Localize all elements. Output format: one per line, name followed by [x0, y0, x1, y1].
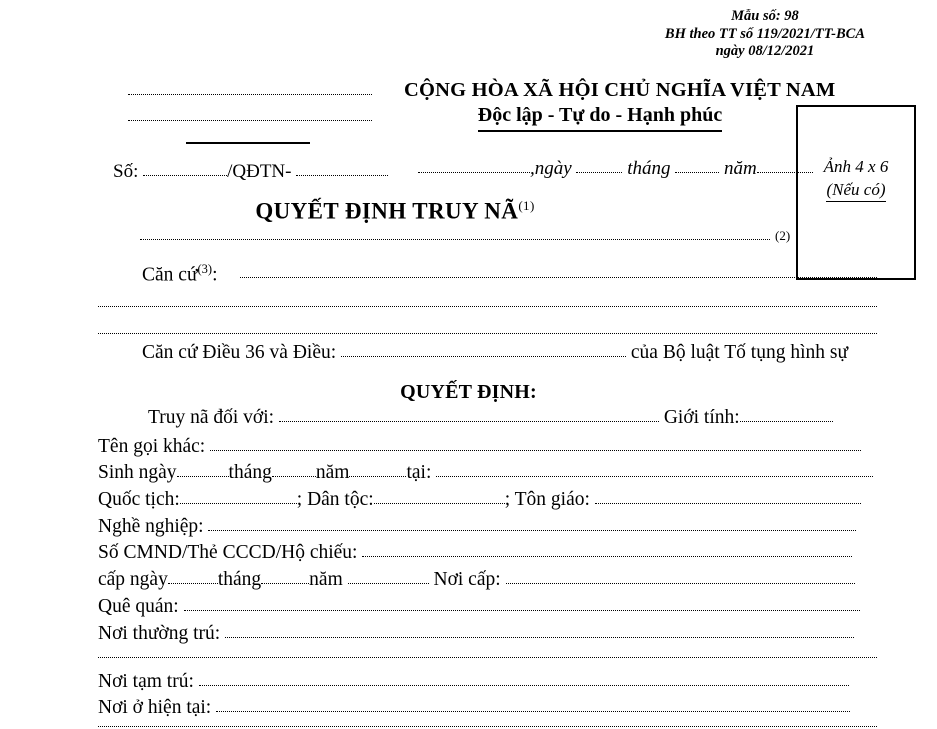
month-label: tháng	[627, 157, 671, 179]
gender-input[interactable]	[740, 406, 833, 422]
page-title-footnote: (1)	[518, 198, 535, 213]
article-basis-line	[142, 341, 848, 364]
page-title	[0, 198, 790, 225]
birth-day-input[interactable]	[177, 461, 229, 477]
subject-line[interactable]	[140, 239, 770, 240]
article-basis-input[interactable]	[341, 341, 626, 357]
decision-number-input[interactable]	[143, 160, 227, 176]
decision-heading: QUYẾT ĐỊNH:	[400, 381, 537, 403]
nationality-input[interactable]	[180, 488, 297, 504]
photo-size-label: Ảnh 4 x 6	[823, 157, 889, 176]
id-number-line	[98, 541, 852, 564]
form-number: Mẫu số: 98	[731, 8, 799, 24]
current-residence-input[interactable]	[216, 696, 850, 712]
issued-place-label: Nơi cấp:	[433, 569, 501, 591]
permanent-residence-input[interactable]	[225, 622, 854, 638]
country-name: CỘNG HÒA XÃ HỘI CHỦ NGHĨA VIỆT NAM	[404, 79, 836, 101]
year-label: năm	[723, 157, 757, 179]
photo-optional-label: (Nếu có)	[826, 178, 885, 202]
birth-day-label: Sinh ngày	[98, 462, 177, 484]
wanted-person-input[interactable]	[279, 406, 659, 422]
id-issue-line	[98, 568, 855, 591]
form-date: ngày 08/12/2021	[715, 43, 815, 59]
birth-place-label: tại:	[406, 462, 432, 484]
issued-day-input[interactable]	[168, 568, 218, 584]
national-motto: Độc lập - Tự do - Hạnh phúc	[478, 103, 722, 132]
permanent-residence-label: Nơi thường trú:	[98, 623, 221, 645]
birth-line	[98, 461, 873, 484]
nationality-label: Quốc tịch:	[98, 489, 180, 511]
nationality-line	[98, 488, 861, 511]
birth-place-input[interactable]	[436, 461, 873, 477]
form-circular: BH theo TT số 119/2021/TT-BCA	[664, 25, 865, 42]
issued-year-label: năm	[309, 569, 343, 591]
permanent-residence-input-line-2[interactable]	[98, 657, 877, 658]
issuing-authority-line-1[interactable]	[128, 94, 372, 95]
basis-input-line-3[interactable]	[98, 333, 877, 334]
hometown-input[interactable]	[184, 595, 860, 611]
id-number-input[interactable]	[362, 541, 852, 557]
ethnicity-input[interactable]	[374, 488, 505, 504]
basis-label-text: Căn cứ	[142, 264, 198, 286]
occupation-input[interactable]	[208, 515, 856, 531]
day-label: ,ngày	[530, 157, 572, 179]
birth-year-input[interactable]	[349, 461, 406, 477]
gender-label: Giới tính:	[663, 407, 740, 429]
alias-input[interactable]	[210, 435, 861, 451]
form-reference-block	[665, 8, 865, 61]
issued-month-label: tháng	[217, 569, 262, 591]
temporary-residence-input[interactable]	[199, 670, 849, 686]
issuing-authority-rule	[186, 142, 310, 144]
decision-number-line	[113, 160, 388, 183]
current-residence-input-line-2[interactable]	[98, 726, 877, 727]
decision-number-suffix: /QĐTN-	[227, 160, 292, 182]
birth-month-label: tháng	[228, 462, 272, 484]
birth-month-input[interactable]	[272, 461, 316, 477]
issuing-authority-line-2[interactable]	[128, 120, 372, 121]
hometown-label: Quê quán:	[98, 596, 179, 618]
permanent-residence-line	[98, 622, 854, 645]
current-residence-line	[98, 696, 850, 719]
wanted-person-label: Truy nã đối với:	[148, 407, 275, 429]
photo-box-caption	[798, 155, 914, 202]
current-residence-label: Nơi ở hiện tại:	[98, 697, 212, 719]
decision-number-label: Số:	[113, 160, 139, 182]
page-title-text: QUYẾT ĐỊNH TRUY NÃ	[255, 198, 519, 224]
basis-footnote: (3)	[197, 262, 213, 276]
issued-day-label: cấp ngày	[98, 569, 168, 591]
wanted-person-line	[148, 406, 833, 429]
religion-label: ; Tôn giáo:	[504, 489, 590, 511]
basis-label	[142, 258, 218, 287]
occupation-label: Nghề nghiệp:	[98, 516, 204, 538]
basis-input-line-1[interactable]	[240, 277, 877, 278]
temporary-residence-line	[98, 670, 849, 693]
decision-number-agency-input[interactable]	[296, 160, 388, 176]
ethnicity-label: ; Dân tộc:	[296, 489, 374, 511]
article-basis-prefix: Căn cứ Điều 36 và Điều:	[142, 342, 337, 364]
date-line	[418, 157, 813, 180]
issued-year-input[interactable]	[348, 568, 429, 584]
national-heading	[404, 78, 836, 132]
alias-line	[98, 435, 861, 458]
day-input[interactable]	[576, 157, 622, 173]
alias-label: Tên gọi khác:	[98, 436, 206, 458]
article-basis-suffix: của Bộ luật Tố tụng hình sự	[630, 342, 849, 364]
basis-input-line-2[interactable]	[98, 306, 877, 307]
hometown-line	[98, 595, 860, 618]
id-number-label: Số CMND/Thẻ CCCD/Hộ chiếu:	[98, 542, 358, 564]
religion-input[interactable]	[595, 488, 861, 504]
place-input[interactable]	[418, 157, 530, 173]
photo-box	[796, 105, 916, 280]
occupation-line	[98, 515, 856, 538]
basis-colon: :	[212, 264, 218, 286]
issued-place-input[interactable]	[506, 568, 855, 584]
birth-year-label: năm	[315, 462, 350, 484]
issued-month-input[interactable]	[261, 568, 309, 584]
month-input[interactable]	[675, 157, 719, 173]
temporary-residence-label: Nơi tạm trú:	[98, 671, 194, 693]
subject-footnote: (2)	[775, 228, 791, 243]
